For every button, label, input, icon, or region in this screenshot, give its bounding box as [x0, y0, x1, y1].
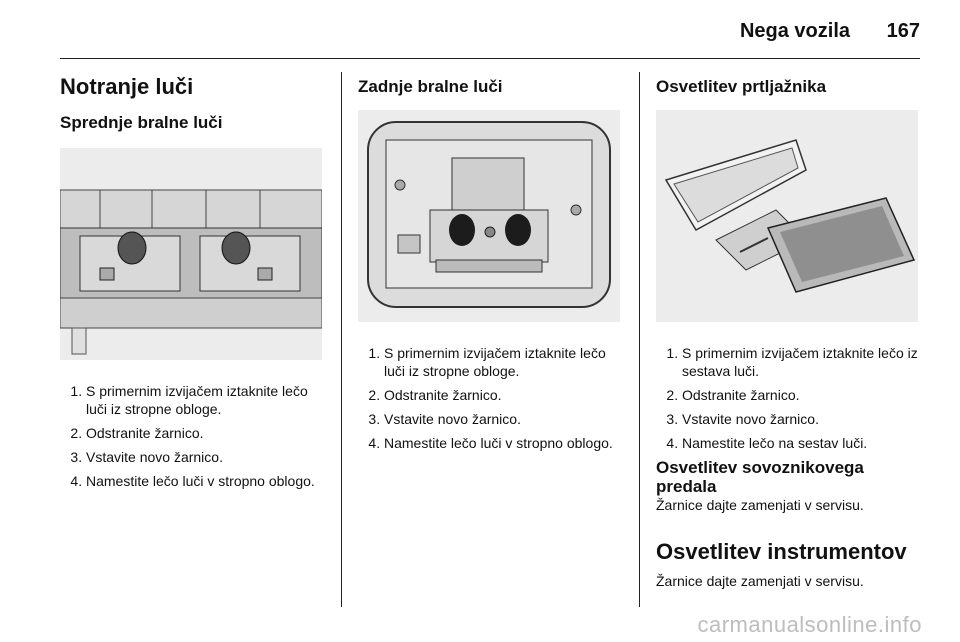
list-item: 4. Namestite lečo luči v stropno oblogo. [384, 434, 623, 452]
column-divider-1 [341, 72, 342, 607]
header-divider [60, 58, 920, 59]
list-item: 2. Odstranite žarnico. [682, 386, 921, 404]
instrument-lighting-text: Žarnice dajte zamenjati v servisu. [656, 573, 864, 589]
glovebox-light-title: Osvetlitev sovoznikovega predala [656, 458, 864, 496]
list-item: 3. Vstavite novo žarnico. [86, 448, 325, 466]
page-header [0, 0, 960, 60]
section-title: Notranje luči [60, 74, 194, 99]
rear-reading-lights-illustration [358, 110, 620, 322]
column-rear-lights [358, 72, 623, 458]
column-front-lights [60, 72, 325, 496]
rear-steps-list [358, 344, 623, 452]
list-item: 4. Namestite lečo luči v stropno oblogo. [86, 472, 325, 490]
list-item: 2. Odstranite žarnico. [384, 386, 623, 404]
list-item: 2. Odstranite žarnico. [86, 424, 325, 442]
list-item: 1. S primernim izvijačem iztaknite lečo luči iz stropne obloge. [384, 344, 623, 380]
front-steps-list [60, 382, 325, 490]
watermark: carmanualsonline.info [697, 612, 922, 637]
list-item: 1. S primernim izvijačem iztaknite lečo luči iz stropne obloge. [86, 382, 325, 418]
luggage-light-illustration [656, 110, 918, 322]
luggage-steps-list [656, 344, 921, 452]
list-item: 3. Vstavite novo žarnico. [682, 410, 921, 428]
column-luggage-light [656, 72, 921, 590]
instrument-lighting-title: Osvetlitev instrumentov [656, 539, 907, 564]
luggage-light-svg [656, 110, 918, 322]
page-number: 167 [886, 20, 920, 42]
column-divider-2 [639, 72, 640, 607]
list-item: 3. Vstavite novo žarnico. [384, 410, 623, 428]
list-item: 4. Namestite lečo na sestav luči. [682, 434, 921, 452]
front-lights-svg [60, 148, 322, 360]
front-reading-lights-illustration [60, 148, 322, 360]
list-item: 1. S primernim izvijačem iztaknite lečo iz sestava luči. [682, 344, 921, 380]
glovebox-light-text: Žarnice dajte zamenjati v servisu. [656, 497, 864, 513]
header-title: Nega vozila [739, 20, 850, 42]
rear-lights-svg [358, 110, 620, 322]
subsection-title: Zadnje bralne luči [358, 77, 503, 96]
subsection-title: Osvetlitev prtljažnika [656, 77, 827, 96]
subsection-title: Sprednje bralne luči [60, 113, 223, 132]
